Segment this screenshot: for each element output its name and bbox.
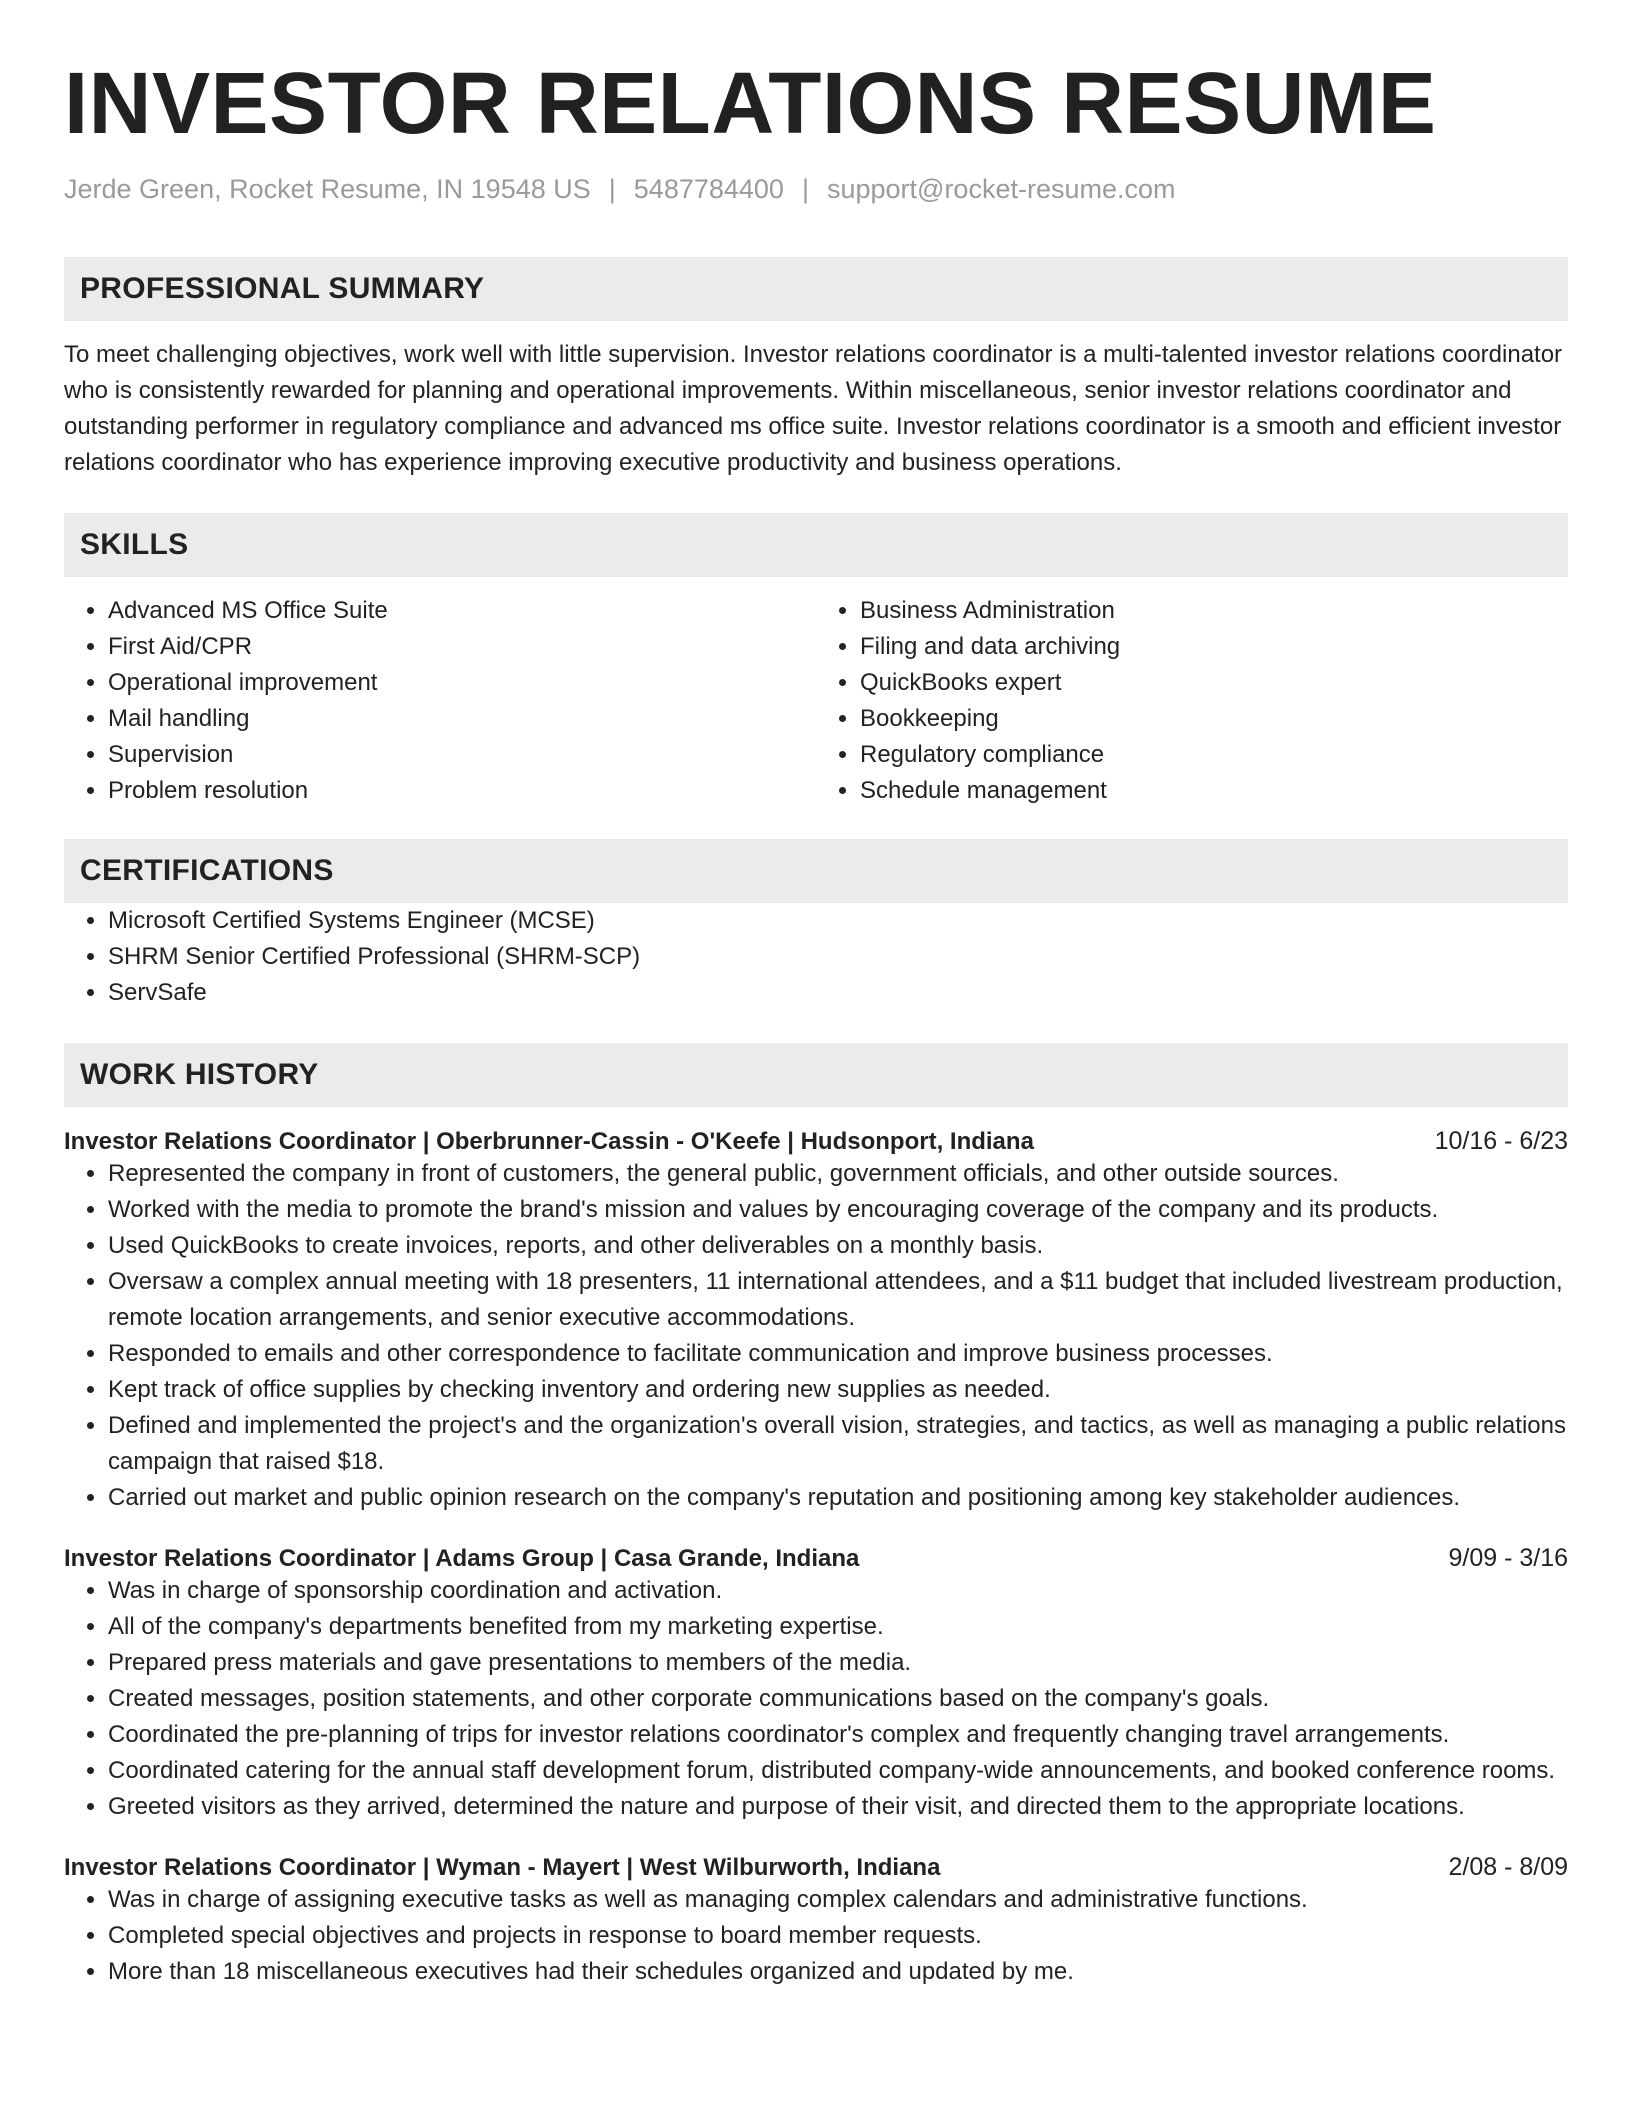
certification-item: • ServSafe bbox=[108, 975, 1568, 1011]
professional-summary-section bbox=[64, 257, 1568, 481]
skill-item: • Regulatory compliance bbox=[860, 737, 1568, 773]
job-bullet: • Worked with the media to promote the brand's mission and values by encouraging coverage of the company and its products. bbox=[108, 1192, 1568, 1228]
skill-item: • Problem resolution bbox=[108, 773, 816, 809]
job-bullet: • Created messages, position statements, and other corporate communications based on the company's goals. bbox=[108, 1681, 1568, 1717]
job-bullet: • Used QuickBooks to create invoices, reports, and other deliverables on a monthly basis. bbox=[108, 1228, 1568, 1264]
job-bullet: • Defined and implemented the project's and the organization's overall vision, strategies, and tactics, as well as managing a public relations campaign that raised $18. bbox=[108, 1408, 1568, 1480]
skill-item: • Mail handling bbox=[108, 701, 816, 737]
job-bullets bbox=[64, 1156, 1568, 1516]
contact-email[interactable]: support@rocket-resume.com bbox=[826, 174, 1176, 204]
job-bullet: • Kept track of office supplies by checking inventory and ordering new supplies as needed. bbox=[108, 1372, 1568, 1408]
job-bullet: • Coordinated the pre-planning of trips for investor relations coordinator's complex and frequently changing travel arrangements. bbox=[108, 1717, 1568, 1753]
certification-item: • SHRM Senior Certified Professional (SHRM-SCP) bbox=[108, 939, 1568, 975]
skill-item: • Business Administration bbox=[860, 593, 1568, 629]
contact-phone: 5487784400 bbox=[633, 174, 784, 204]
job-title: Investor Relations Coordinator | Oberbrunner-Cassin - O'Keefe | Hudsonport, Indiana bbox=[64, 1128, 1034, 1155]
certifications-list bbox=[64, 903, 1568, 1011]
skill-item: • Filing and data archiving bbox=[860, 629, 1568, 665]
skill-item: • Bookkeeping bbox=[860, 701, 1568, 737]
job-bullet: • Was in charge of sponsorship coordination and activation. bbox=[108, 1573, 1568, 1609]
job-entry bbox=[64, 1544, 1568, 1825]
job-bullet: • Greeted visitors as they arrived, determined the nature and purpose of their visit, and directed them to the appropriate locations. bbox=[108, 1789, 1568, 1825]
contact-separator: | bbox=[608, 174, 616, 204]
job-bullet: • Responded to emails and other correspondence to facilitate communication and improve business processes. bbox=[108, 1336, 1568, 1372]
job-bullet: • Was in charge of assigning executive tasks as well as managing complex calendars and administrative functions. bbox=[108, 1882, 1568, 1918]
work-history-section bbox=[64, 1043, 1568, 1990]
contact-address: Jerde Green, Rocket Resume, IN 19548 US bbox=[64, 174, 591, 204]
skill-item: • Advanced MS Office Suite bbox=[108, 593, 816, 629]
job-header bbox=[64, 1544, 1568, 1573]
skill-item: • First Aid/CPR bbox=[108, 629, 816, 665]
section-heading-skills: SKILLS bbox=[64, 513, 1568, 577]
job-bullet: • More than 18 miscellaneous executives had their schedules organized and updated by me. bbox=[108, 1954, 1568, 1990]
job-bullets bbox=[64, 1573, 1568, 1825]
skill-item: • Schedule management bbox=[860, 773, 1568, 809]
job-bullet: • All of the company's departments benefited from my marketing expertise. bbox=[108, 1609, 1568, 1645]
section-heading-work-history: WORK HISTORY bbox=[64, 1043, 1568, 1107]
skills-grid bbox=[64, 593, 1568, 809]
certifications-section bbox=[64, 839, 1568, 1011]
summary-text: To meet challenging objectives, work well with little supervision. Investor relations coordinator is a multi-talented investor relations coordinator who is consistently rewarded for planning and operational improvements. Within miscellaneous, senior investor relations coordinator and outstanding performer in regulatory compliance and advanced ms office suite. Investor relations coordinator is a smooth and efficient investor relations coordinator who has experience improving executive productivity and business operations. bbox=[64, 341, 1563, 476]
skill-item: • Operational improvement bbox=[108, 665, 816, 701]
job-bullet: • Completed special objectives and projects in response to board member requests. bbox=[108, 1918, 1568, 1954]
job-bullet: • Carried out market and public opinion research on the company's reputation and positioning among key stakeholder audiences. bbox=[108, 1480, 1568, 1516]
contact-line bbox=[64, 174, 1568, 205]
job-bullet: • Coordinated catering for the annual staff development forum, distributed company-wide announcements, and booked conference rooms. bbox=[108, 1753, 1568, 1789]
job-header bbox=[64, 1127, 1568, 1156]
skill-item: • Supervision bbox=[108, 737, 816, 773]
job-title: Investor Relations Coordinator | Wyman - Mayert | West Wilburworth, Indiana bbox=[64, 1854, 941, 1881]
skills-list-right bbox=[816, 593, 1568, 809]
job-header bbox=[64, 1853, 1568, 1882]
job-entry bbox=[64, 1127, 1568, 1516]
job-bullet: • Represented the company in front of customers, the general public, government officials, and other outside sources. bbox=[108, 1156, 1568, 1192]
resume-title: INVESTOR RELATIONS RESUME bbox=[64, 55, 1437, 152]
job-dates: 9/09 - 3/16 bbox=[1448, 1544, 1568, 1572]
job-bullets bbox=[64, 1882, 1568, 1990]
section-heading-summary: PROFESSIONAL SUMMARY bbox=[64, 257, 1568, 321]
job-entry bbox=[64, 1853, 1568, 1990]
skills-list-left bbox=[64, 593, 816, 809]
certification-item: • Microsoft Certified Systems Engineer (MCSE) bbox=[108, 903, 1568, 939]
contact-separator: | bbox=[801, 174, 809, 204]
jobs-list bbox=[64, 1127, 1568, 1990]
job-title: Investor Relations Coordinator | Adams Group | Casa Grande, Indiana bbox=[64, 1545, 860, 1572]
skill-item: • QuickBooks expert bbox=[860, 665, 1568, 701]
job-bullet: • Prepared press materials and gave presentations to members of the media. bbox=[108, 1645, 1568, 1681]
job-bullet: • Oversaw a complex annual meeting with 18 presenters, 11 international attendees, and a $11 budget that included livestream production, remote location arrangements, and senior executive accommodations. bbox=[108, 1264, 1568, 1336]
section-heading-certifications: CERTIFICATIONS bbox=[64, 839, 1568, 903]
skills-section bbox=[64, 513, 1568, 809]
job-dates: 2/08 - 8/09 bbox=[1448, 1853, 1568, 1881]
job-dates: 10/16 - 6/23 bbox=[1434, 1127, 1568, 1155]
